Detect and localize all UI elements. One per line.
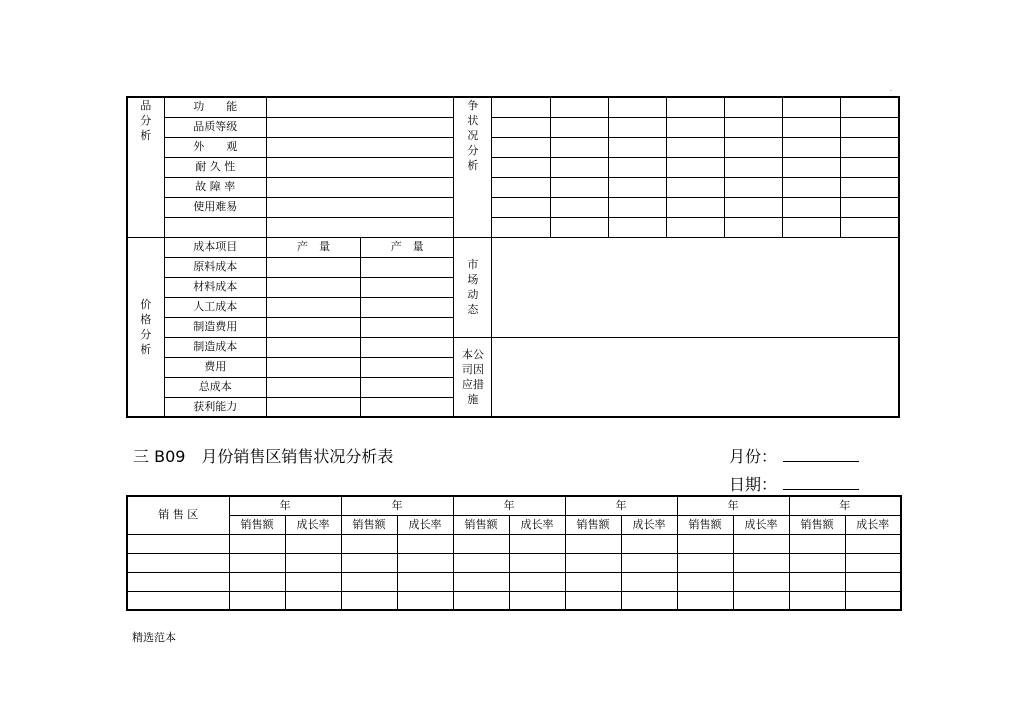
growth-cell[interactable]	[621, 534, 677, 553]
analysis-table	[126, 96, 900, 418]
form-title-row	[133, 444, 893, 494]
growth-cell[interactable]	[397, 572, 453, 591]
price-value[interactable]	[361, 257, 454, 277]
growth-cell[interactable]	[733, 553, 789, 572]
price-item: 总成本	[164, 377, 266, 397]
growth-header: 成长率	[845, 515, 901, 534]
competition-cell[interactable]	[724, 137, 782, 157]
month-field[interactable]	[729, 444, 859, 467]
sales-cell[interactable]	[341, 534, 397, 553]
quality-item: 使用难易	[164, 197, 266, 217]
competition-cell[interactable]	[550, 177, 608, 197]
competition-cell[interactable]	[666, 177, 724, 197]
growth-cell[interactable]	[621, 553, 677, 572]
month-label: 月份：	[729, 447, 778, 466]
growth-cell[interactable]	[397, 591, 453, 610]
competition-cell[interactable]	[666, 157, 724, 177]
sales-cell[interactable]	[341, 591, 397, 610]
region-cell[interactable]	[127, 534, 229, 553]
sales-cell[interactable]	[229, 553, 285, 572]
price-value[interactable]	[266, 397, 360, 417]
price-item: 制造成本	[164, 337, 266, 357]
competition-cell[interactable]	[492, 197, 550, 217]
growth-cell[interactable]	[845, 572, 901, 591]
competition-cell[interactable]	[550, 117, 608, 137]
competition-cell[interactable]	[608, 157, 666, 177]
competition-cell[interactable]	[841, 117, 899, 137]
sales-cell[interactable]	[341, 553, 397, 572]
competition-cell[interactable]	[783, 197, 841, 217]
quality-item	[164, 217, 266, 237]
growth-cell[interactable]	[733, 591, 789, 610]
competition-cell[interactable]	[608, 177, 666, 197]
sales-cell[interactable]	[341, 572, 397, 591]
date-blank[interactable]	[783, 475, 859, 490]
year-header: 年	[789, 496, 901, 515]
sales-row	[127, 534, 901, 553]
competition-cell[interactable]	[724, 217, 782, 237]
sales-cell[interactable]	[677, 572, 733, 591]
sales-body	[127, 534, 901, 610]
price-item: 材料成本	[164, 277, 266, 297]
year-header: 年	[677, 496, 789, 515]
price-item: 人工成本	[164, 297, 266, 317]
competition-cell[interactable]	[783, 157, 841, 177]
price-section-label: 价格分析	[127, 237, 164, 417]
sales-cell[interactable]	[565, 591, 621, 610]
quality-value[interactable]	[266, 137, 453, 157]
growth-cell[interactable]	[397, 534, 453, 553]
quality-value[interactable]	[266, 217, 453, 237]
sales-cell[interactable]	[789, 572, 845, 591]
sales-cell[interactable]	[565, 572, 621, 591]
market-content[interactable]	[492, 237, 899, 337]
quality-value[interactable]	[266, 117, 453, 137]
competition-cell[interactable]	[492, 137, 550, 157]
measures-content[interactable]	[492, 337, 899, 417]
sales-cell[interactable]	[789, 553, 845, 572]
competition-cell[interactable]	[666, 197, 724, 217]
competition-cell[interactable]	[783, 177, 841, 197]
sales-cell[interactable]	[229, 534, 285, 553]
month-blank[interactable]	[783, 447, 859, 462]
price-value[interactable]	[361, 317, 454, 337]
year-header: 年	[229, 496, 341, 515]
year-header: 年	[453, 496, 565, 515]
sales-cell[interactable]	[453, 553, 509, 572]
quality-item: 外 观	[164, 137, 266, 157]
price-value[interactable]	[361, 297, 454, 317]
price-item: 原料成本	[164, 257, 266, 277]
sales-cell[interactable]	[677, 553, 733, 572]
market-label: 市场动态	[454, 237, 492, 337]
sales-cell[interactable]	[453, 591, 509, 610]
price-value[interactable]	[266, 337, 360, 357]
growth-cell[interactable]	[509, 572, 565, 591]
sales-cell[interactable]	[229, 591, 285, 610]
sales-row	[127, 553, 901, 572]
competition-cell[interactable]	[550, 137, 608, 157]
competition-cell[interactable]	[724, 197, 782, 217]
growth-header: 成长率	[509, 515, 565, 534]
growth-cell[interactable]	[509, 591, 565, 610]
price-value[interactable]	[266, 317, 360, 337]
sales-cell[interactable]	[789, 591, 845, 610]
price-value[interactable]	[361, 337, 454, 357]
price-value[interactable]	[361, 357, 454, 377]
growth-cell[interactable]	[285, 572, 341, 591]
competition-cell[interactable]	[724, 177, 782, 197]
price-value[interactable]	[266, 377, 360, 397]
price-value[interactable]	[361, 277, 454, 297]
competition-cell[interactable]	[550, 157, 608, 177]
competition-cell[interactable]	[608, 117, 666, 137]
price-value[interactable]	[361, 377, 454, 397]
price-value[interactable]	[266, 277, 360, 297]
quality-value[interactable]	[266, 157, 453, 177]
sales-header: 销售额	[789, 515, 845, 534]
competition-cell[interactable]	[724, 97, 782, 117]
year-header: 年	[565, 496, 677, 515]
sales-cell[interactable]	[565, 553, 621, 572]
footer-note: 精选范本	[132, 631, 176, 644]
growth-header: 成长率	[285, 515, 341, 534]
competition-cell[interactable]	[608, 137, 666, 157]
sales-cell[interactable]	[565, 534, 621, 553]
growth-cell[interactable]	[621, 591, 677, 610]
quality-item: 品质等级	[164, 117, 266, 137]
sales-row	[127, 591, 901, 610]
growth-header: 成长率	[621, 515, 677, 534]
date-label: 日期：	[729, 475, 778, 494]
growth-cell[interactable]	[509, 534, 565, 553]
growth-cell[interactable]	[285, 591, 341, 610]
growth-header: 成长率	[733, 515, 789, 534]
growth-cell[interactable]	[845, 591, 901, 610]
region-cell[interactable]	[127, 572, 229, 591]
quality-value[interactable]	[266, 97, 453, 117]
competition-cell[interactable]	[550, 217, 608, 237]
date-field[interactable]	[729, 472, 859, 495]
sales-cell[interactable]	[677, 591, 733, 610]
competition-cell[interactable]	[841, 197, 899, 217]
sales-header: 销售额	[565, 515, 621, 534]
quality-value[interactable]	[266, 177, 453, 197]
growth-cell[interactable]	[733, 534, 789, 553]
competition-cell[interactable]	[724, 117, 782, 137]
quality-item: 功 能	[164, 97, 266, 117]
growth-cell[interactable]	[621, 572, 677, 591]
competition-cell[interactable]	[608, 217, 666, 237]
competition-cell[interactable]	[666, 117, 724, 137]
region-cell[interactable]	[127, 553, 229, 572]
competition-cell[interactable]	[666, 217, 724, 237]
price-value[interactable]	[266, 357, 360, 377]
growth-cell[interactable]	[509, 553, 565, 572]
competition-cell[interactable]	[492, 117, 550, 137]
sales-cell[interactable]	[453, 572, 509, 591]
competition-cell[interactable]	[550, 97, 608, 117]
quality-value[interactable]	[266, 197, 453, 217]
growth-cell[interactable]	[285, 553, 341, 572]
quality-item: 故 障 率	[164, 177, 266, 197]
growth-cell[interactable]	[285, 534, 341, 553]
competition-cell[interactable]	[841, 97, 899, 117]
price-header-col2: 产 量	[361, 237, 454, 257]
competition-cell[interactable]	[492, 177, 550, 197]
competition-cell[interactable]	[608, 197, 666, 217]
competition-cell[interactable]	[666, 97, 724, 117]
competition-cell[interactable]	[783, 217, 841, 237]
price-item: 费用	[164, 357, 266, 377]
sales-header: 销售额	[229, 515, 285, 534]
quality-section-label: 品分析	[127, 97, 164, 237]
competition-cell[interactable]	[550, 197, 608, 217]
competition-cell[interactable]	[841, 137, 899, 157]
price-item: 获利能力	[164, 397, 266, 417]
sales-table	[126, 495, 902, 611]
measures-label: 本公司因应措施	[454, 337, 492, 417]
price-header-item: 成本项目	[164, 237, 266, 257]
growth-cell[interactable]	[733, 572, 789, 591]
sales-header: 销售额	[677, 515, 733, 534]
competition-cell[interactable]	[783, 137, 841, 157]
sales-cell[interactable]	[789, 534, 845, 553]
price-header-col1: 产 量	[266, 237, 360, 257]
stray-dot: ·	[890, 88, 892, 95]
sales-cell[interactable]	[229, 572, 285, 591]
quality-item: 耐 久 性	[164, 157, 266, 177]
price-value[interactable]	[266, 257, 360, 277]
form-title: 三 B09 月份销售区销售状况分析表	[133, 447, 394, 466]
growth-cell[interactable]	[845, 534, 901, 553]
competition-cell[interactable]	[841, 157, 899, 177]
competition-cell[interactable]	[492, 97, 550, 117]
competition-cell[interactable]	[724, 157, 782, 177]
price-item: 制造费用	[164, 317, 266, 337]
competition-cell[interactable]	[492, 217, 550, 237]
price-value[interactable]	[266, 297, 360, 317]
competition-cell[interactable]	[608, 97, 666, 117]
growth-header: 成长率	[397, 515, 453, 534]
sales-header: 销售额	[453, 515, 509, 534]
sales-header: 销售额	[341, 515, 397, 534]
competition-cell[interactable]	[492, 157, 550, 177]
region-header: 销 售 区	[127, 496, 229, 534]
competition-cell[interactable]	[783, 97, 841, 117]
growth-cell[interactable]	[845, 553, 901, 572]
growth-cell[interactable]	[397, 553, 453, 572]
price-value[interactable]	[361, 397, 454, 417]
competition-cell[interactable]	[841, 217, 899, 237]
region-cell[interactable]	[127, 591, 229, 610]
sales-cell[interactable]	[677, 534, 733, 553]
competition-cell[interactable]	[666, 137, 724, 157]
year-header: 年	[341, 496, 453, 515]
sales-cell[interactable]	[453, 534, 509, 553]
competition-cell[interactable]	[841, 177, 899, 197]
sales-row	[127, 572, 901, 591]
competition-cell[interactable]	[783, 117, 841, 137]
competition-label: 争状况分析	[454, 97, 492, 237]
